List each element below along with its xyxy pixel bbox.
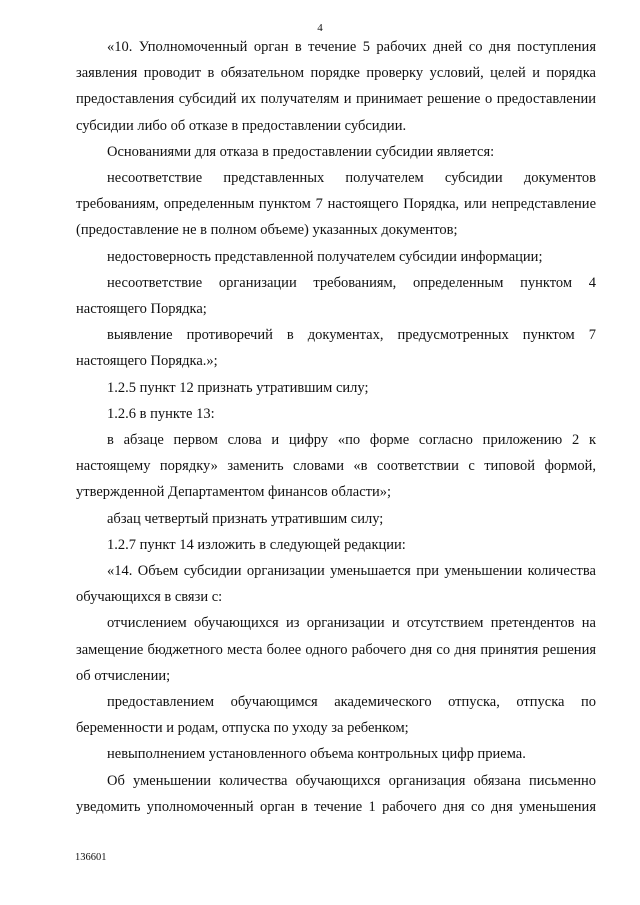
paragraph-leave: предоставлением обучающимся академического отпуска, отпуска по беременности и родам, отпуска по уходу за ребенком; bbox=[76, 694, 596, 737]
paragraph-1-2-5: 1.2.5 пункт 12 признать утратившим силу; bbox=[107, 379, 369, 396]
paragraph-item-10: «10. Уполномоченный орган в течение 5 рабочих дней со дня поступления заявления проводит в обязательном порядке проверку условий, целей и порядка предоставления субсидий их получателям и принимает решение о предоставлении субсидии либо об отказе в предоставлении субсидии. bbox=[76, 39, 596, 134]
paragraph-refusal-grounds: Основаниями для отказа в предоставлении субсидии является: bbox=[107, 143, 495, 160]
paragraph-notification: Об уменьшении количества обучающихся организация обязана письменно уведомить уполномоченный орган в течение 1 рабочего дня со дня уменьшения bbox=[76, 772, 596, 815]
document-code: 136601 bbox=[75, 852, 107, 863]
paragraph-ground-information: недостоверность представленной получателем субсидии информации; bbox=[107, 248, 543, 265]
paragraph-expulsion: отчислением обучающихся из организации и отсутствием претендентов на замещение бюджетного места более одного рабочего дня со дня принятия решения об отчислении; bbox=[76, 615, 596, 684]
paragraph-1-2-6: 1.2.6 в пункте 13: bbox=[107, 405, 215, 422]
paragraph-ground-requirements: несоответствие организации требованиям, определенным пунктом 4 настоящего Порядка; bbox=[76, 274, 596, 318]
paragraph-ground-contradictions: выявление противоречий в документах, предусмотренных пунктом 7 настоящего Порядка.»; bbox=[76, 327, 596, 370]
paragraph-fourth-abzac: абзац четвертый признать утратившим силу; bbox=[107, 510, 384, 527]
paragraph-item-14: «14. Объем субсидии организации уменьшается при уменьшении количества обучающихся в связи с: bbox=[76, 563, 596, 606]
paragraph-admission-quota: невыполнением установленного объема контрольных цифр приема. bbox=[107, 746, 526, 763]
document-body bbox=[76, 34, 596, 820]
paragraph-ground-documents: несоответствие представленных получателем субсидии документов требованиям, определенным пунктом 7 настоящего Порядка, или непредставление (предоставление не в полном объеме) указанных документов; bbox=[76, 170, 596, 239]
page-number: 4 bbox=[317, 22, 323, 34]
paragraph-first-abzac-change: в абзаце первом слова и цифру «по форме согласно приложению 2 к настоящему порядку» заменить словами «в соответствии с типовой формой, утвержденной Департаментом финансов области»; bbox=[76, 432, 596, 501]
paragraph-1-2-7: 1.2.7 пункт 14 изложить в следующей редакции: bbox=[107, 536, 406, 553]
